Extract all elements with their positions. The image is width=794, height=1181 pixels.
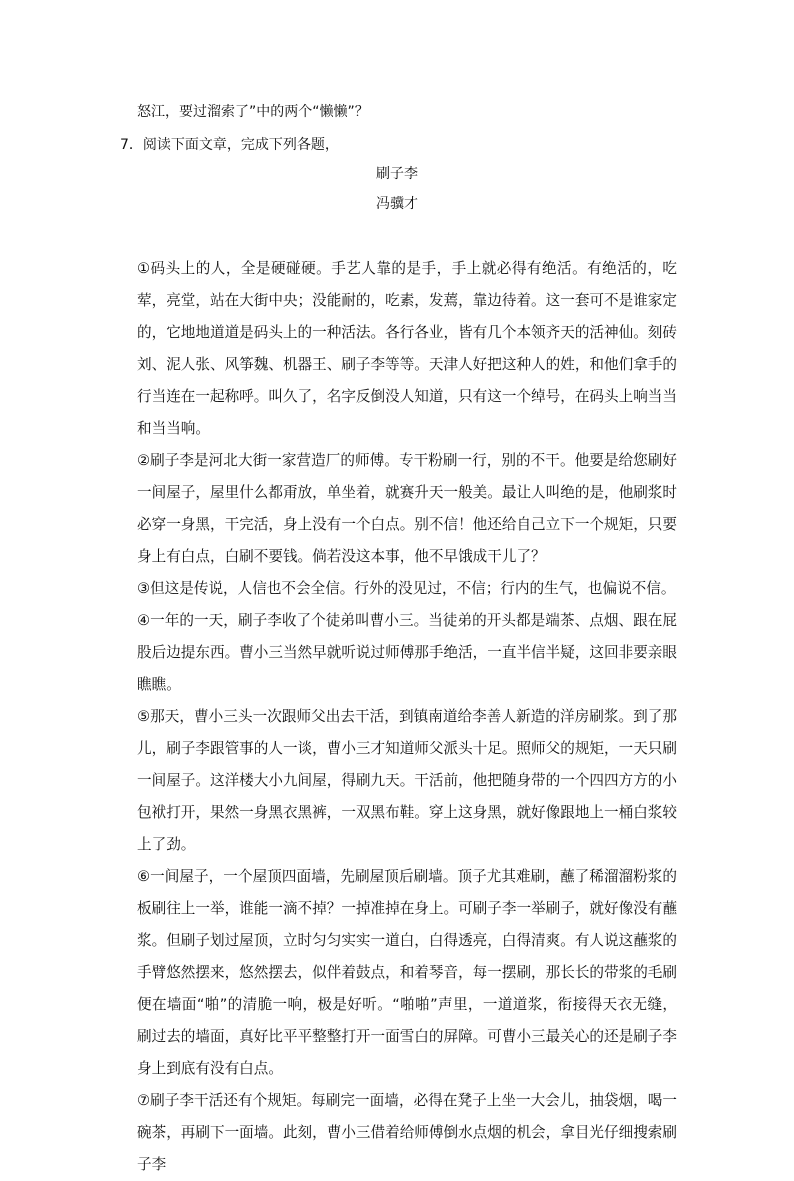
paragraph-1: ①码头上的人，全是硬碰硬。手艺人靠的是手，手上就必得有绝活。有绝活的，吃荤，亮堂，站在大街中央；没能耐的，吃素，发蔫，靠边待着。这一套可不是谁家定的，它地地道道是码头上的一种活法。各行各业，皆有几个本领齐天的活神仙。刻砖刘、泥人张、风筝魏、机器王、刷子李等等。天津人好把这种人的姓，和他们拿手的行当连在一起称呼。叫久了，名字反倒没人知道，只有这一个绰号，在码头上响当当和当当响。 [137, 260, 677, 437]
paragraph-7: ⑦刷子李干活还有个规矩。每刷完一面墙，必得在凳子上坐一大会儿，抽袋烟，喝一碗茶，再刷下一面墙。此刻，曹小三借着给师傅倒水点烟的机会，拿目光仔细搜索刷子李 [137, 1092, 677, 1173]
paragraph-5: ⑤那天，曹小三头一次跟师父出去干活，到镇南道给李善人新造的洋房刷浆。到了那儿，刷子李跟管事的人一谈，曹小三才知道师父派头十足。照师父的规矩，一天只刷一间屋子。这洋楼大小九间屋，得刷九天。干活前，他把随身带的一个四四方方的小包袱打开，果然一身黑衣黑裤，一双黑布鞋。穿上这身黑，就好像跟地上一桶白浆较上了劲。 [137, 708, 677, 853]
paragraph-3: ③但这是传说，人信也不会全信。行外的没见过，不信；行内的生气，也偏说不信。 [137, 580, 676, 597]
article-body [137, 253, 677, 1181]
paragraph-4: ④一年的一天，刷子李收了个徒弟叫曹小三。当徒弟的开头都是端茶、点烟、跟在屁股后边提东西。曹小三当然早就听说过师傅那手绝活，一直半信半疑，这回非要亲眼瞧瞧。 [137, 612, 677, 693]
previous-question-tail: 怒江，要过溜索了”中的两个“懒懒”？ [137, 104, 369, 120]
question-instruction: 阅读下面文章，完成下列各题， [142, 137, 339, 153]
paragraph-6: ⑥一间屋子，一个屋顶四面墙，先刷屋顶后刷墙。顶子尤其难刷，蘸了稀溜溜粉浆的板刷往上一举，谁能一滴不掉？一掉准掉在身上。可刷子李一举刷子，就好像没有蘸浆。但刷子划过屋顶，立时匀匀实实一道白，白得透亮，白得清爽。有人说这蘸浆的手臂悠然摆来，悠然摆去，似伴着鼓点，和着琴音，每一摆刷，那长长的带浆的毛刷便在墙面“啪”的清脆一响，极是好听。“啪啪”声里，一道道浆，衔接得天衣无缝，刷过去的墙面，真好比平平整整打开一面雪白的屏障。可曹小三最关心的还是刷子李身上到底有没有白点。 [137, 868, 677, 1077]
article-author: 冯骥才 [376, 196, 418, 212]
paragraph-2: ②刷子李是河北大街一家营造厂的师傅。专干粉刷一行，别的不干。他要是给您刷好一间屋子，屋里什么都甭放，单坐着，就赛升天一般美。最让人叫绝的是，他刷浆时必穿一身黑，干完活，身上没有一个白点。别不信！他还给自己立下一个规矩，只要身上有白点，白刷不要钱。倘若没这本事，他不早饿成干儿了？ [137, 452, 677, 565]
article-title: 刷子李 [376, 166, 418, 182]
question-7-header [120, 135, 339, 155]
question-number: 7． [120, 137, 143, 153]
